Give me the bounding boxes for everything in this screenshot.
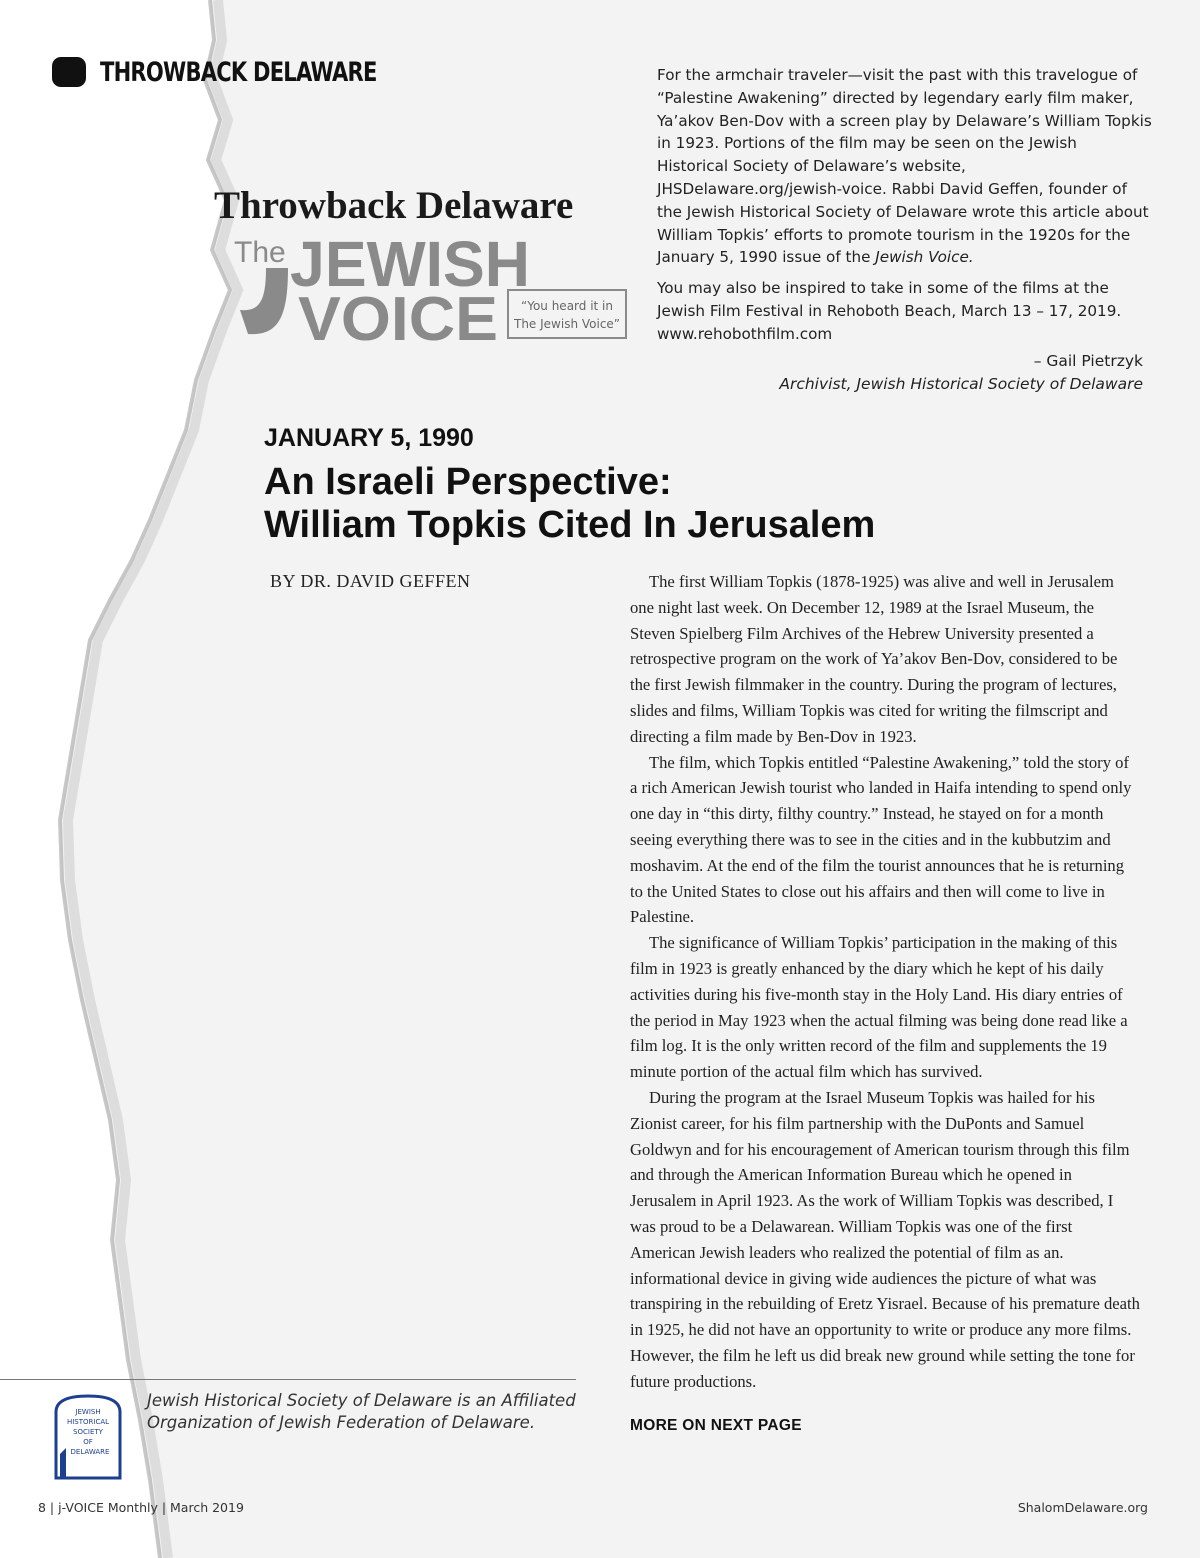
section-header	[52, 52, 455, 92]
article-byline: BY DR. DAVID GEFFEN	[270, 571, 471, 591]
headline-line-1: An Israeli Perspective:	[264, 461, 672, 503]
section-title: THROWBACK DELAWARE	[100, 56, 377, 88]
jewish-historical-society-logo	[52, 1394, 124, 1480]
society-affiliation-text: Jewish Historical Society of Delaware is an Affiliated Organization of Jewish Federation of Delaware.	[147, 1391, 576, 1432]
footer-divider	[0, 1379, 576, 1380]
article-paragraph: During the program at the Israel Museum Topkis was hailed for his Zionist career, for his film partnership with the DuPonts and Samuel Goldwyn and for his encouragement of American tourism through this film and through the American Information Bureau which he opened in Jerusalem in April 1923. As the work of William Topkis was described, I was proud to be a Delawarean. William Topkis was one of the first American Jewish leaders who realized the potential of film as an. informational device in giving wide audiences the picture of what was transpiring in the rebuilding of Eretz Yisrael. Because of his premature death in 1925, he did not have an opportunity to write or produce any more films. However, the film he left us did break new ground while setting the tone for future productions.	[630, 1087, 1140, 1391]
article-body	[630, 569, 1140, 1395]
intro-paragraph-2: You may also be inspired to take in some of the films at the Jewish Film Festival in Rehoboth Beach, March 13 – 17, 2019. www.rehobothfilm.com	[657, 279, 1122, 343]
society-logo-line: HISTORICAL	[66, 1418, 110, 1426]
torn-paper-edge	[0, 0, 260, 1558]
logo-voice: VOICE	[298, 285, 498, 344]
logo-the: The	[234, 236, 286, 269]
society-logo-line: SOCIETY	[73, 1428, 103, 1436]
signature	[779, 350, 1143, 396]
logo-jewish: JEWISH	[290, 228, 530, 300]
article-date: JANUARY 5, 1990	[264, 424, 474, 452]
headline-line-2: William Topkis Cited In Jerusalem	[264, 504, 876, 546]
masthead-title: Throwback Delaware	[214, 184, 574, 227]
logo-tagline-2: The Jewish Voice”	[513, 317, 621, 331]
logo-tagline-1: “You heard it in	[520, 299, 614, 313]
society-logo-line: DELAWARE	[70, 1448, 110, 1456]
logo-swoosh	[240, 268, 288, 334]
society-logo-line: JEWISH	[75, 1408, 101, 1416]
jewish-voice-logo	[228, 228, 638, 344]
intro-p1-text: For the armchair traveler—visit the past with this travelogue of “Palestine Awakening” directed by legendary early film maker, Ya’akov Ben-Dov with a screen play by Delaware’s William Topkis in 1923. Portions of the film may be seen on the Jewish Historical Society of Delaware’s website, JHSDelaware.org/jewish-voice. Rabbi David Geffen, founder of the Jewish Historical Society of Delaware wrote this article about William Topkis’ efforts to promote tourism in the 1920s for the January 5, 1990 issue of the	[657, 66, 1152, 267]
intro-p1-italic: Jewish Voice.	[875, 248, 974, 267]
article-headline	[264, 461, 1024, 547]
society-logo-line: OF	[83, 1438, 93, 1446]
article-paragraph: The first William Topkis (1878-1925) was alive and well in Jerusalem one night last week. On December 12, 1989 at the Israel Museum, the Steven Spielberg Film Archives of the Hebrew University presented a retrospective program on the work of Ya’akov Ben-Dov, considered to be the first Jewish filmmaker in the country. During the program of lectures, slides and films, William Topkis was cited for writing the filmscript and directing a film made by Ben-Dov in 1923.	[630, 572, 1118, 746]
footer-page-info: 8 | j-VOICE Monthly | March 2019	[38, 1500, 244, 1515]
intro-paragraph-1	[657, 64, 1152, 269]
article-paragraph: The significance of William Topkis’ participation in the making of this film in 1923 is greatly enhanced by the diary which he kept of his daily activities during his five-month stay in the Holy Land. His diary entries of the period in May 1923 when the actual filming was being done read like a film log. It is the only written record of the film and supplements the 19 minute portion of the actual film which has survived.	[630, 933, 1128, 1082]
more-on-next-page: MORE ON NEXT PAGE	[630, 1417, 802, 1434]
signature-role: Archivist, Jewish Historical Society of Delaware	[779, 375, 1143, 393]
article-paragraph: The film, which Topkis entitled “Palestine Awakening,” told the story of a rich American Jewish tourist who landed in Haifa intending to spend only one day in “this dirty, filthy country.” Instead, he stayed on for a month seeing everything there was to see in the cities and in the kubbutzim and moshavim. At the end of the film the tourist announces that he is returning to the United States to close out his affairs and then will come to live in Palestine.	[630, 752, 1132, 927]
intro-text	[657, 64, 1152, 354]
footer-website: ShalomDelaware.org	[1017, 1500, 1148, 1515]
signature-name: – Gail Pietrzyk	[1033, 352, 1143, 370]
section-bullet-icon	[52, 57, 86, 87]
